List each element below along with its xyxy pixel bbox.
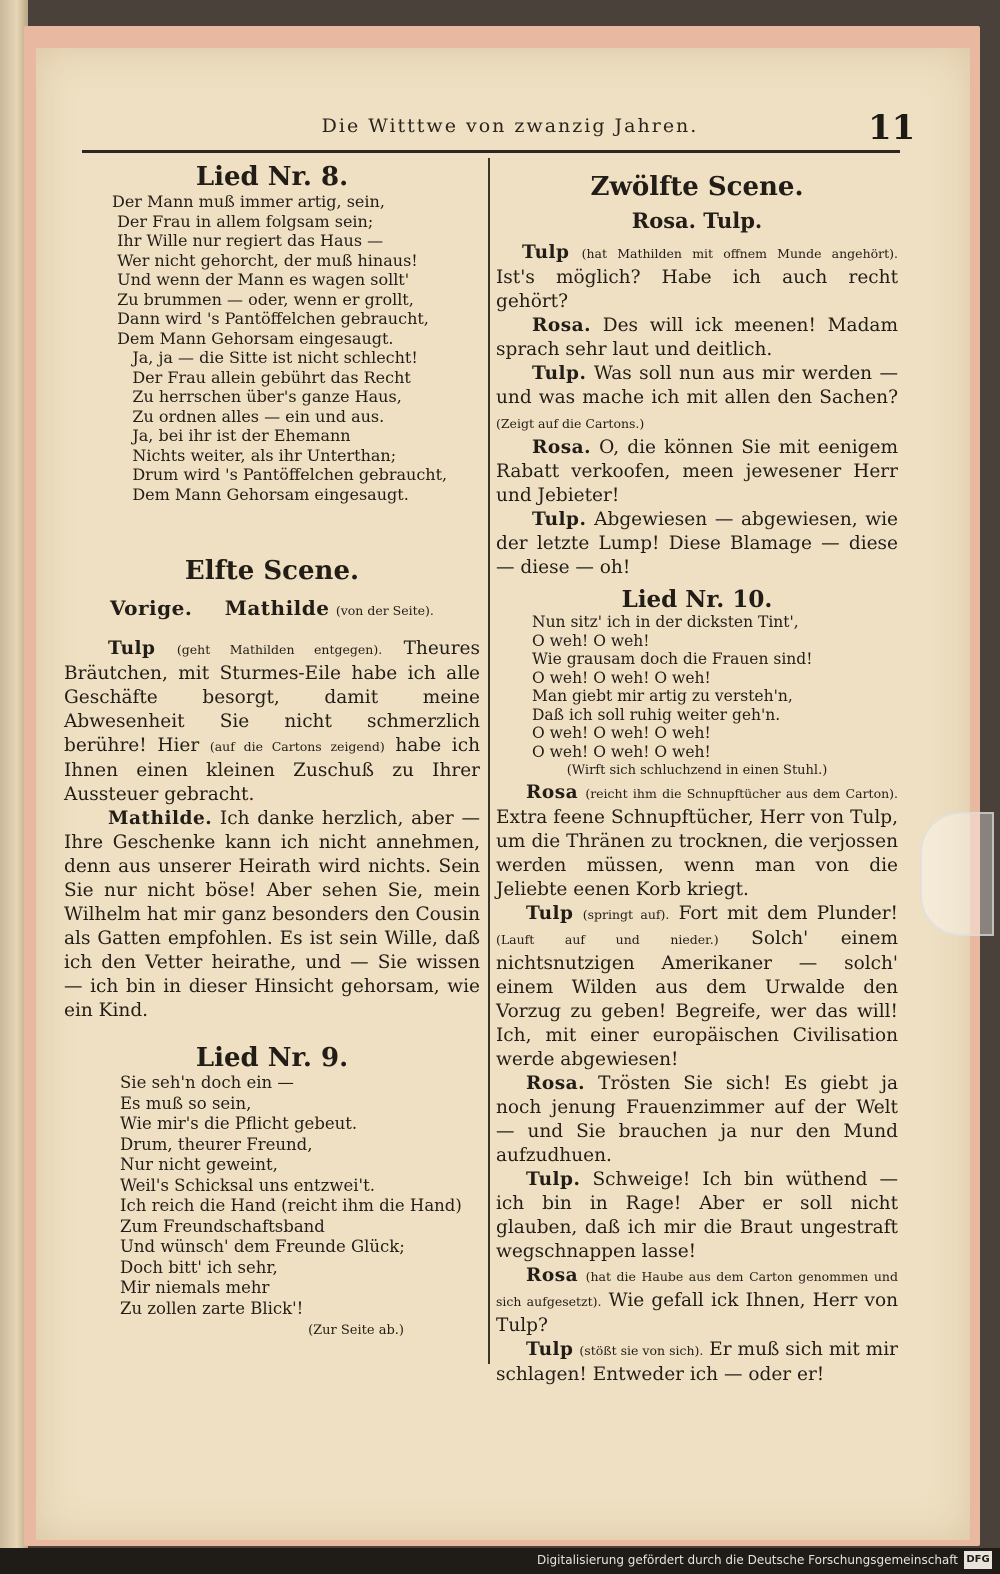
speech-text: Er muß sich mit mir schlagen! Entweder ich — oder er! bbox=[496, 1339, 898, 1385]
song-9-title: Lied Nr. 9. bbox=[195, 1043, 349, 1073]
speech-text: Theures Bräutchen, mit Sturmes-Eile habe ich alle Geschäfte besorgt, damit meine Abwesenheit Sie nicht schmerzlich berühre! Hier bbox=[64, 638, 480, 756]
speaker-mathilde: Mathilde. bbox=[108, 808, 213, 829]
speaker-tulp: Tulp bbox=[526, 903, 574, 924]
exit-direction: (Zur Seite ab.) bbox=[308, 1323, 404, 1338]
speaker-rosa: Rosa. bbox=[532, 315, 592, 336]
speaker-tulp: Tulp bbox=[522, 242, 570, 263]
stage-direction: (hat die Haube aus dem Carton genommen und sich aufgesetzt). bbox=[496, 1269, 898, 1309]
speech-text: Des will ick meenen! Madam sprach sehr laut und deitlich. bbox=[496, 315, 898, 360]
speaker-tulp: Tulp bbox=[526, 1339, 574, 1360]
scene-11-title: Elfte Scene. bbox=[184, 556, 360, 586]
speech-rosa-2 bbox=[496, 436, 898, 508]
speech-text: Schweige! Ich bin wüthend — ich bin in Rage! Aber er soll nicht glauben, daß ich mir die Braut ungestraft wegschnappen lasse! bbox=[496, 1169, 898, 1262]
scene-12-title: Zwölfte Scene. bbox=[590, 172, 804, 202]
speaker-rosa: Rosa. bbox=[526, 1073, 586, 1094]
speech-mathilde-1 bbox=[64, 807, 480, 1023]
speaker-rosa: Rosa bbox=[526, 782, 579, 803]
speech-text: Was soll nun aus mir werden — und was mache ich mit allen den Sachen? bbox=[496, 363, 898, 408]
speech-rosa-4 bbox=[496, 1072, 898, 1168]
speech-rosa-1 bbox=[496, 314, 898, 362]
speech-text: Fort mit dem Plunder! bbox=[669, 903, 898, 924]
speech-text: Wie gefall ick Ihnen, Herr von Tulp? bbox=[496, 1290, 898, 1336]
speech-text: Ist's möglich? Habe ich auch recht gehört? bbox=[496, 267, 898, 312]
stage-direction: (reicht ihm die Schnupftücher aus dem Carton). bbox=[585, 786, 898, 801]
song-9-verse: Sie seh'n doch ein — Es muß so sein, Wie mir's die Pflicht gebeut. Drum, theurer Freund, Nur nicht geweint, Weil's Schicksal uns entzwei't. Ich reich die Hand (reicht ihm die Hand) Zum Freundschaftsband Und wünsch' dem Freunde Glück; Doch bitt' ich sehr, Mir niemals mehr Zu zollen zarte Blick'! bbox=[120, 1073, 462, 1318]
song-8-verse: Der Mann muß immer artig, sein, Der Frau in allem folgsam sein; Ihr Wille nur regiert das Haus — Wer nicht gehorcht, der muß hinaus! Und wenn der Mann es wagen sollt' Zu brummen — oder, wenn er grollt, Dann wird 's Pantöffelchen gebraucht, Dem Mann Gehorsam eingesaugt. Ja, ja — die Sitte ist nicht schlecht! Der Frau allein gebührt das Recht Zu herrschen über's ganze Haus, Zu ordnen alles — ein und aus. Ja, bei ihr ist der Ehemann Nichts weiter, als ihr Unterthan; Drum wird 's Pantöffelchen gebraucht, Dem Mann Gehorsam eingesaugt. bbox=[112, 192, 448, 504]
speech-tulp-5 bbox=[496, 902, 898, 1072]
speaker-rosa: Rosa bbox=[526, 1265, 579, 1286]
speech-tulp-1 bbox=[64, 637, 480, 807]
speaker-tulp: Tulp. bbox=[532, 363, 587, 384]
speech-tulp-7 bbox=[496, 1338, 898, 1387]
column-divider bbox=[488, 158, 490, 1364]
stage-direction: (Lauft auf und nieder.) bbox=[496, 932, 719, 947]
stage-direction: (springt auf). bbox=[582, 907, 670, 922]
speech-text: Abgewiesen — abgewiesen, wie der letzte Lump! Diese Blamage — diese — diese — oh! bbox=[496, 509, 898, 578]
cast-note: (von der Seite). bbox=[335, 603, 434, 618]
stage-direction: (Zeigt auf die Cartons.) bbox=[496, 416, 645, 431]
stage-direction: (stößt sie von sich). bbox=[579, 1343, 704, 1358]
speaker-tulp: Tulp. bbox=[532, 509, 587, 530]
stage-direction: (geht Mathilden entgegen). bbox=[176, 642, 383, 657]
speech-text: Ich danke herzlich, aber — Ihre Geschenke kann ich nicht annehmen, denn aus unserer Heirath wird nichts. Sein Sie nur nicht böse! Aber sehen Sie, mein Wilhelm hat mir ganz besonders den Cousin als Gatten empfohlen. Es ist sein Wille, daß ich den Vetter heirathe, und — Sie wissen — ich bin in dieser Hinsicht gehorsam, wie ein Kind. bbox=[64, 808, 480, 1021]
running-title: Die Witttwe von zwanzig Jahren. bbox=[321, 115, 699, 137]
song-8-title: Lied Nr. 8. bbox=[195, 162, 349, 192]
page-number: 11 bbox=[868, 108, 916, 148]
speech-rosa-5 bbox=[496, 1264, 898, 1338]
stage-direction: (Wirft sich schluchzend in einen Stuhl.) bbox=[566, 763, 828, 778]
stage-direction: (hat Mathilden mit offnem Munde angehört). bbox=[581, 246, 899, 261]
speech-text: habe ich Ihnen einen kleinen Zuschuß zu Ihrer Aussteuer gebracht. bbox=[64, 735, 480, 805]
stage-direction: (auf die Cartons zeigend) bbox=[209, 739, 385, 754]
speech-tulp-4 bbox=[496, 508, 898, 580]
speech-text: Solch' einem nichtsnutzigen Amerikaner — solch' einem Wilden aus dem Urwalde den Vorzug zu geben! Begreife, wer das will! Ich, mit einer europäischen Civilisation werde abgewiesen! bbox=[496, 928, 898, 1070]
speech-text: Trösten Sie sich! Es giebt ja noch jenung Frauenzimmer auf der Welt — und Sie brauchen ja nur den Mund aufzudhuen. bbox=[496, 1073, 898, 1166]
scene-12-cast: Rosa. Tulp. bbox=[631, 208, 763, 233]
dfg-logo: DFG bbox=[964, 1551, 992, 1569]
speech-rosa-3 bbox=[496, 781, 898, 902]
song-10-title: Lied Nr. 10. bbox=[621, 586, 773, 613]
speaker-rosa: Rosa. bbox=[532, 437, 592, 458]
cast-vorige: Vorige. bbox=[110, 596, 193, 620]
right-column bbox=[496, 172, 898, 1387]
song-10-verse: Nun sitz' ich in der dicksten Tint', O weh! O weh! Wie grausam doch die Frauen sind! O weh! O weh! O weh! Man giebt mir artig zu versteh'n, Daß ich soll ruhig weiter geh'n. O weh! O weh! O weh! O weh! O weh! O weh! bbox=[532, 613, 813, 761]
speech-tulp-6 bbox=[496, 1168, 898, 1264]
left-column bbox=[64, 162, 480, 1338]
speech-tulp-3 bbox=[496, 362, 898, 436]
speaker-tulp: Tulp bbox=[108, 638, 156, 659]
header-rule bbox=[82, 150, 900, 153]
speech-text: Extra feene Schnupftücher, Herr von Tulp, um die Thränen zu trocknen, die verjossen werden müssen, wenn man von die Jeliebte eenen Korb kriegt. bbox=[496, 807, 898, 900]
speech-tulp-2 bbox=[496, 241, 898, 314]
page-clip bbox=[920, 812, 994, 936]
speaker-tulp: Tulp. bbox=[526, 1169, 581, 1190]
digitization-credit: Digitalisierung gefördert durch die Deutsche Forschungsgemeinschaft bbox=[536, 1553, 958, 1567]
scene-11-cast bbox=[110, 596, 480, 623]
speech-text: O, die können Sie mit eenigem Rabatt verkoofen, meen jewesener Herr und Jebieter! bbox=[496, 437, 898, 506]
cast-mathilde: Mathilde bbox=[224, 596, 330, 620]
